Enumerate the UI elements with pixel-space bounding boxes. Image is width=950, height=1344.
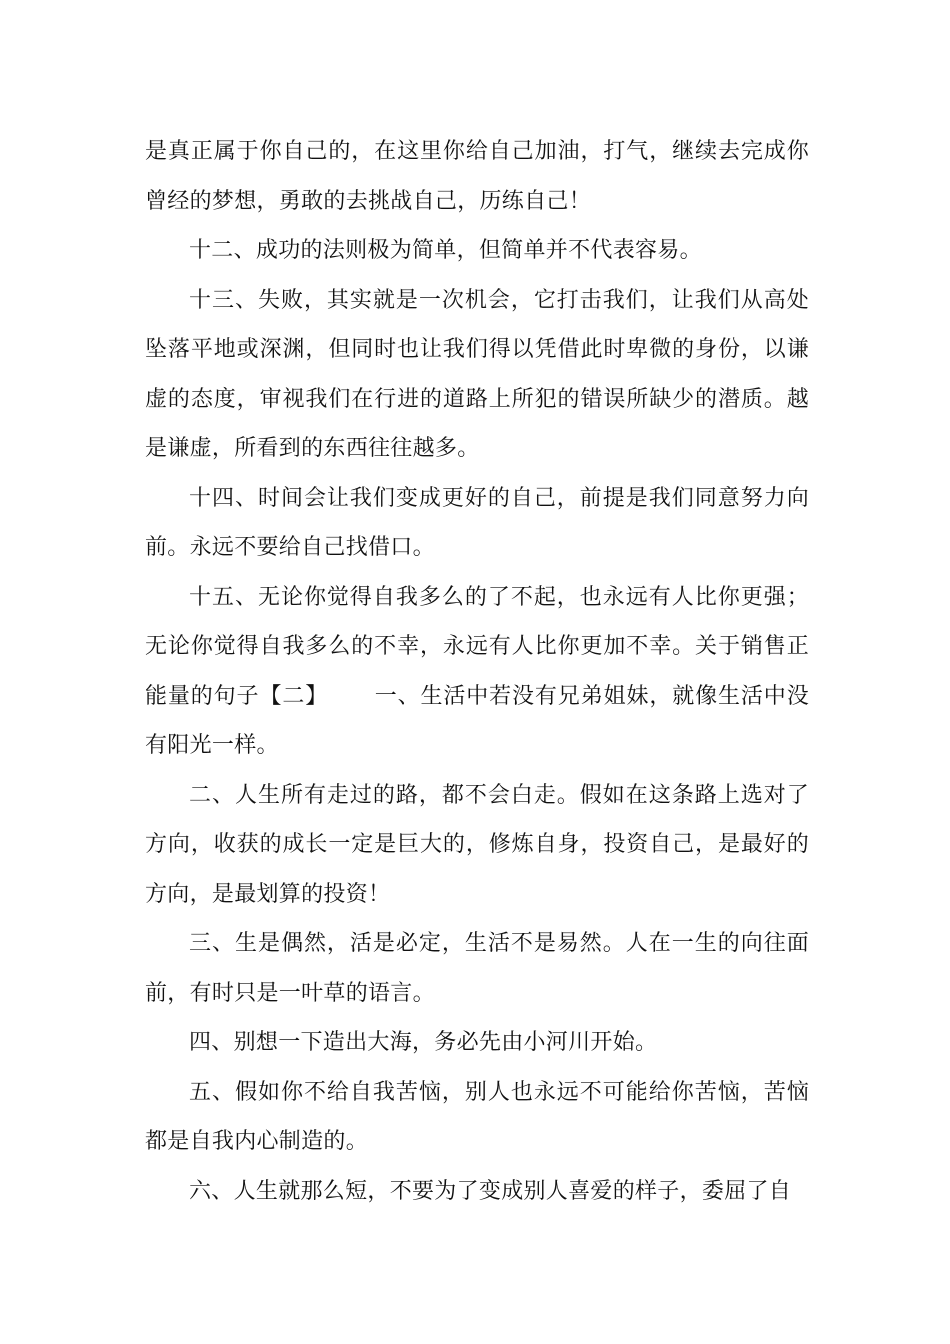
paragraph-item-5: 五、假如你不给自我苦恼，别人也永远不可能给你苦恼，苦恼都是自我内心制造的。 [145, 1079, 809, 1154]
paragraph-item-6: 六、人生就那么短，不要为了变成别人喜爱的样子，委屈了自 [189, 1178, 792, 1204]
paragraph-item-3: 三、生是偶然，活是必定，生活不是易然。人在一生的向往面前，有时只是一叶草的语言。 [145, 931, 809, 1006]
paragraph-item-2: 二、人生所有走过的路，都不会白走。假如在这条路上选对了方向，收获的成长一定是巨大的，修炼自身，投资自己，是最好的方向，是最划算的投资！ [145, 782, 809, 907]
paragraph-item-12: 十二、成功的法则极为简单，但简单并不代表容易。 [189, 238, 702, 263]
paragraph-item-14: 十四、时间会让我们变成更好的自己，前提是我们同意努力向前。永远不要给自己找借口。 [145, 485, 809, 560]
paragraph-item-15-text: 十五、无论你觉得自我多么的了不起，也永远有人比你更强；无论你觉得自我多么的不幸，永远有人比你更加不幸。关于销售正能量的句子【二】 [145, 584, 809, 709]
paragraph-item-4: 四、别想一下造出大海，务必先由小河川开始。 [189, 1030, 658, 1055]
paragraph-item-13: 十三、失败，其实就是一次机会，它打击我们，让我们从高处坠落平地或深渊，但同时也让我们得以凭借此时卑微的身份，以谦虚的态度，审视我们在行进的道路上所犯的错误所缺少的潜质。越是谦虚，所看到的东西往往越多。 [145, 287, 809, 461]
paragraph-continuation: 是真正属于你自己的，在这里你给自己加油，打气，继续去完成你曾经的梦想，勇敢的去挑战自己，历练自己！ [145, 139, 809, 214]
paragraph-item-15 [145, 573, 809, 771]
paragraph-item-15-tail: 一、生活中若没有兄弟姐妹，就像生活中没有阳光一样。 [145, 683, 809, 758]
document-body [145, 127, 809, 1216]
